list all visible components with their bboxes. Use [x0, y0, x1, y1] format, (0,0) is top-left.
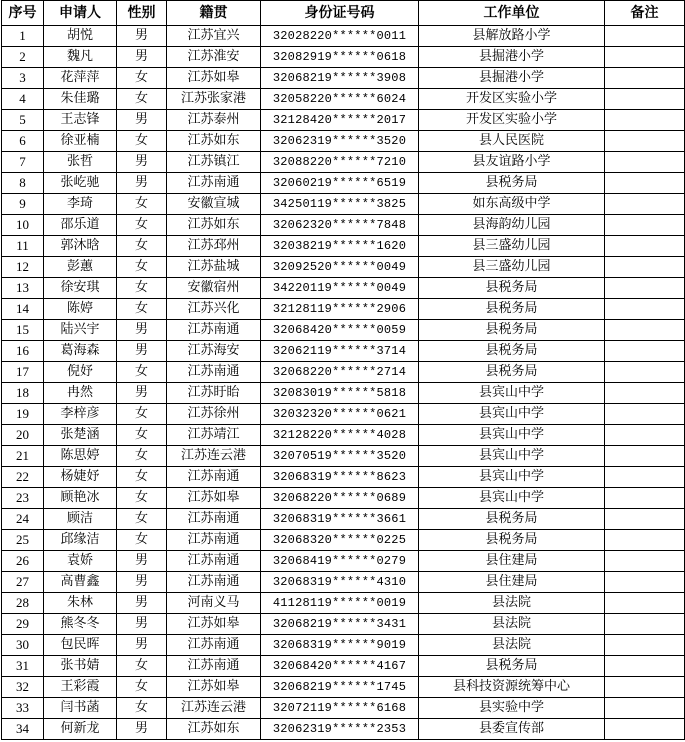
cell-remarks: [605, 467, 685, 488]
cell-applicant-name: 彭蕙: [44, 257, 117, 278]
cell-remarks: [605, 698, 685, 719]
cell-applicant-name: 张书婧: [44, 656, 117, 677]
table-row: [2, 236, 685, 257]
cell-applicant-name: 徐安琪: [44, 278, 117, 299]
cell-applicant-name: 胡悦: [44, 26, 117, 47]
cell-gender: 女: [117, 299, 167, 320]
cell-applicant-name: 陈婷: [44, 299, 117, 320]
cell-work-unit: 县宾山中学: [419, 446, 605, 467]
cell-id-number: 32068219******3908: [261, 68, 419, 89]
cell-gender: 女: [117, 488, 167, 509]
cell-applicant-name: 闫书菡: [44, 698, 117, 719]
cell-applicant-name: 徐亚楠: [44, 131, 117, 152]
cell-work-unit: 县税务局: [419, 278, 605, 299]
cell-gender: 女: [117, 467, 167, 488]
cell-native-place: 江苏南通: [167, 530, 261, 551]
cell-remarks: [605, 26, 685, 47]
table-row: [2, 320, 685, 341]
table-row: [2, 257, 685, 278]
cell-remarks: [605, 509, 685, 530]
cell-gender: 女: [117, 131, 167, 152]
cell-gender: 女: [117, 425, 167, 446]
cell-gender: 女: [117, 677, 167, 698]
cell-work-unit: 开发区实验小学: [419, 89, 605, 110]
cell-id-number: 41128119******0019: [261, 593, 419, 614]
cell-id-number: 32032320******0621: [261, 404, 419, 425]
cell-seq: 25: [2, 530, 44, 551]
cell-gender: 男: [117, 383, 167, 404]
cell-native-place: 江苏宜兴: [167, 26, 261, 47]
cell-id-number: 32068319******4310: [261, 572, 419, 593]
cell-seq: 21: [2, 446, 44, 467]
table-row: [2, 110, 685, 131]
cell-id-number: 32070519******3520: [261, 446, 419, 467]
cell-work-unit: 县税务局: [419, 362, 605, 383]
cell-gender: 女: [117, 362, 167, 383]
cell-id-number: 32058220******6024: [261, 89, 419, 110]
cell-seq: 9: [2, 194, 44, 215]
cell-work-unit: 县宾山中学: [419, 467, 605, 488]
cell-applicant-name: 陆兴宇: [44, 320, 117, 341]
cell-seq: 33: [2, 698, 44, 719]
table-row: [2, 131, 685, 152]
cell-id-number: 32082919******0618: [261, 47, 419, 68]
table-row: [2, 677, 685, 698]
header-native-place: 籍贯: [167, 1, 261, 26]
cell-id-number: 32088220******7210: [261, 152, 419, 173]
table-row: [2, 278, 685, 299]
cell-seq: 23: [2, 488, 44, 509]
cell-work-unit: 县税务局: [419, 299, 605, 320]
table-row: [2, 635, 685, 656]
cell-gender: 男: [117, 614, 167, 635]
cell-seq: 29: [2, 614, 44, 635]
cell-applicant-name: 陈思婷: [44, 446, 117, 467]
cell-work-unit: 县委宣传部: [419, 719, 605, 740]
cell-seq: 12: [2, 257, 44, 278]
cell-work-unit: 县掘港小学: [419, 47, 605, 68]
cell-gender: 男: [117, 341, 167, 362]
table-row: [2, 404, 685, 425]
cell-remarks: [605, 425, 685, 446]
cell-native-place: 河南义马: [167, 593, 261, 614]
cell-applicant-name: 熊冬冬: [44, 614, 117, 635]
cell-work-unit: 县科技资源统筹中心: [419, 677, 605, 698]
cell-seq: 11: [2, 236, 44, 257]
cell-work-unit: 县税务局: [419, 173, 605, 194]
cell-applicant-name: 王彩霞: [44, 677, 117, 698]
cell-id-number: 32062119******3714: [261, 341, 419, 362]
cell-id-number: 32092520******0049: [261, 257, 419, 278]
header-id-number: 身份证号码: [261, 1, 419, 26]
cell-applicant-name: 魏凡: [44, 47, 117, 68]
cell-gender: 女: [117, 257, 167, 278]
cell-id-number: 32128420******2017: [261, 110, 419, 131]
table-row: [2, 446, 685, 467]
cell-work-unit: 县住建局: [419, 551, 605, 572]
cell-id-number: 32060219******6519: [261, 173, 419, 194]
cell-id-number: 32068419******0279: [261, 551, 419, 572]
cell-seq: 7: [2, 152, 44, 173]
cell-native-place: 江苏连云港: [167, 698, 261, 719]
cell-id-number: 32068320******0225: [261, 530, 419, 551]
cell-work-unit: 县人民医院: [419, 131, 605, 152]
cell-work-unit: 县解放路小学: [419, 26, 605, 47]
cell-native-place: 江苏连云港: [167, 446, 261, 467]
cell-gender: 男: [117, 551, 167, 572]
header-remarks: 备注: [605, 1, 685, 26]
cell-id-number: 32083019******5818: [261, 383, 419, 404]
cell-gender: 女: [117, 404, 167, 425]
cell-applicant-name: 张哲: [44, 152, 117, 173]
cell-seq: 10: [2, 215, 44, 236]
cell-applicant-name: 朱林: [44, 593, 117, 614]
cell-applicant-name: 葛海森: [44, 341, 117, 362]
cell-id-number: 32062319******2353: [261, 719, 419, 740]
cell-applicant-name: 顾洁: [44, 509, 117, 530]
header-gender: 性别: [117, 1, 167, 26]
cell-id-number: 32068319******3661: [261, 509, 419, 530]
cell-native-place: 江苏如东: [167, 215, 261, 236]
cell-remarks: [605, 68, 685, 89]
cell-remarks: [605, 257, 685, 278]
cell-native-place: 江苏南通: [167, 572, 261, 593]
cell-work-unit: 县法院: [419, 635, 605, 656]
table-row: [2, 719, 685, 740]
cell-applicant-name: 杨婕妤: [44, 467, 117, 488]
cell-remarks: [605, 173, 685, 194]
cell-applicant-name: 王志锋: [44, 110, 117, 131]
cell-id-number: 32068220******0689: [261, 488, 419, 509]
cell-applicant-name: 李琦: [44, 194, 117, 215]
cell-id-number: 32128119******2906: [261, 299, 419, 320]
cell-remarks: [605, 530, 685, 551]
cell-work-unit: 县税务局: [419, 530, 605, 551]
cell-work-unit: 县三盛幼儿园: [419, 236, 605, 257]
table-row: [2, 530, 685, 551]
cell-work-unit: 县宾山中学: [419, 404, 605, 425]
cell-applicant-name: 倪妤: [44, 362, 117, 383]
applicant-table: [1, 0, 685, 740]
cell-native-place: 江苏徐州: [167, 404, 261, 425]
cell-native-place: 江苏如皋: [167, 614, 261, 635]
cell-work-unit: 县友谊路小学: [419, 152, 605, 173]
cell-applicant-name: 冉然: [44, 383, 117, 404]
cell-remarks: [605, 341, 685, 362]
cell-seq: 1: [2, 26, 44, 47]
cell-gender: 女: [117, 68, 167, 89]
cell-applicant-name: 邵乐道: [44, 215, 117, 236]
cell-work-unit: 县宾山中学: [419, 425, 605, 446]
cell-work-unit: 县法院: [419, 593, 605, 614]
cell-remarks: [605, 677, 685, 698]
cell-seq: 5: [2, 110, 44, 131]
cell-remarks: [605, 551, 685, 572]
cell-applicant-name: 郭沐晗: [44, 236, 117, 257]
table-row: [2, 152, 685, 173]
table-body: [2, 26, 685, 740]
cell-remarks: [605, 488, 685, 509]
cell-gender: 男: [117, 635, 167, 656]
cell-native-place: 江苏南通: [167, 551, 261, 572]
cell-id-number: 32068220******2714: [261, 362, 419, 383]
cell-seq: 27: [2, 572, 44, 593]
cell-remarks: [605, 152, 685, 173]
cell-applicant-name: 何新龙: [44, 719, 117, 740]
cell-native-place: 江苏如皋: [167, 488, 261, 509]
cell-gender: 男: [117, 110, 167, 131]
cell-remarks: [605, 404, 685, 425]
cell-native-place: 江苏南通: [167, 635, 261, 656]
table-row: [2, 173, 685, 194]
cell-seq: 6: [2, 131, 44, 152]
cell-seq: 4: [2, 89, 44, 110]
cell-remarks: [605, 131, 685, 152]
cell-remarks: [605, 320, 685, 341]
cell-native-place: 江苏南通: [167, 467, 261, 488]
cell-work-unit: 县税务局: [419, 320, 605, 341]
cell-native-place: 江苏淮安: [167, 47, 261, 68]
cell-work-unit: 如东高级中学: [419, 194, 605, 215]
cell-work-unit: 县住建局: [419, 572, 605, 593]
cell-id-number: 34220119******0049: [261, 278, 419, 299]
cell-remarks: [605, 656, 685, 677]
cell-work-unit: 县实验中学: [419, 698, 605, 719]
table-row: [2, 614, 685, 635]
table-row: [2, 593, 685, 614]
cell-work-unit: 县税务局: [419, 656, 605, 677]
cell-id-number: 32072119******6168: [261, 698, 419, 719]
cell-remarks: [605, 299, 685, 320]
header-seq: 序号: [2, 1, 44, 26]
cell-seq: 8: [2, 173, 44, 194]
cell-applicant-name: 顾艳冰: [44, 488, 117, 509]
cell-native-place: 江苏南通: [167, 173, 261, 194]
cell-native-place: 江苏海安: [167, 341, 261, 362]
cell-remarks: [605, 215, 685, 236]
cell-remarks: [605, 278, 685, 299]
cell-id-number: 32062319******3520: [261, 131, 419, 152]
cell-seq: 14: [2, 299, 44, 320]
cell-gender: 男: [117, 47, 167, 68]
cell-native-place: 江苏南通: [167, 656, 261, 677]
cell-work-unit: 县三盛幼儿园: [419, 257, 605, 278]
cell-work-unit: 县宾山中学: [419, 488, 605, 509]
cell-native-place: 江苏如东: [167, 131, 261, 152]
cell-remarks: [605, 719, 685, 740]
cell-gender: 男: [117, 572, 167, 593]
cell-remarks: [605, 446, 685, 467]
cell-gender: 男: [117, 26, 167, 47]
cell-native-place: 江苏南通: [167, 362, 261, 383]
cell-gender: 男: [117, 719, 167, 740]
cell-remarks: [605, 89, 685, 110]
cell-id-number: 32038219******1620: [261, 236, 419, 257]
cell-work-unit: 县税务局: [419, 341, 605, 362]
cell-id-number: 32068219******3431: [261, 614, 419, 635]
cell-work-unit: 县宾山中学: [419, 383, 605, 404]
cell-seq: 2: [2, 47, 44, 68]
cell-native-place: 江苏张家港: [167, 89, 261, 110]
cell-seq: 16: [2, 341, 44, 362]
cell-gender: 女: [117, 236, 167, 257]
table-row: [2, 194, 685, 215]
table-row: [2, 215, 685, 236]
table-row: [2, 68, 685, 89]
table-row: [2, 551, 685, 572]
table-row: [2, 47, 685, 68]
cell-native-place: 江苏邳州: [167, 236, 261, 257]
cell-seq: 31: [2, 656, 44, 677]
cell-native-place: 江苏靖江: [167, 425, 261, 446]
cell-id-number: 32068420******0059: [261, 320, 419, 341]
cell-work-unit: 县税务局: [419, 509, 605, 530]
cell-seq: 18: [2, 383, 44, 404]
cell-applicant-name: 张楚涵: [44, 425, 117, 446]
cell-id-number: 34250119******3825: [261, 194, 419, 215]
cell-native-place: 江苏泰州: [167, 110, 261, 131]
cell-gender: 男: [117, 320, 167, 341]
cell-applicant-name: 李梓彦: [44, 404, 117, 425]
cell-applicant-name: 朱佳璐: [44, 89, 117, 110]
cell-id-number: 32068319******9019: [261, 635, 419, 656]
cell-seq: 30: [2, 635, 44, 656]
cell-seq: 26: [2, 551, 44, 572]
cell-remarks: [605, 236, 685, 257]
cell-gender: 女: [117, 194, 167, 215]
cell-id-number: 32028220******0011: [261, 26, 419, 47]
cell-seq: 34: [2, 719, 44, 740]
cell-gender: 女: [117, 530, 167, 551]
cell-seq: 28: [2, 593, 44, 614]
cell-seq: 19: [2, 404, 44, 425]
cell-work-unit: 县海韵幼儿园: [419, 215, 605, 236]
table-row: [2, 299, 685, 320]
cell-gender: 女: [117, 89, 167, 110]
cell-gender: 女: [117, 278, 167, 299]
cell-gender: 女: [117, 509, 167, 530]
cell-remarks: [605, 110, 685, 131]
table-row: [2, 698, 685, 719]
table-row: [2, 572, 685, 593]
cell-id-number: 32062320******7848: [261, 215, 419, 236]
cell-gender: 男: [117, 173, 167, 194]
cell-native-place: 安徽宿州: [167, 278, 261, 299]
cell-remarks: [605, 614, 685, 635]
cell-remarks: [605, 383, 685, 404]
cell-native-place: 江苏如皋: [167, 677, 261, 698]
cell-seq: 17: [2, 362, 44, 383]
cell-native-place: 江苏兴化: [167, 299, 261, 320]
cell-native-place: 江苏盱眙: [167, 383, 261, 404]
table-row: [2, 488, 685, 509]
cell-remarks: [605, 635, 685, 656]
cell-native-place: 江苏如东: [167, 719, 261, 740]
cell-gender: 女: [117, 698, 167, 719]
cell-gender: 男: [117, 593, 167, 614]
cell-work-unit: 开发区实验小学: [419, 110, 605, 131]
cell-gender: 男: [117, 152, 167, 173]
cell-work-unit: 县法院: [419, 614, 605, 635]
cell-remarks: [605, 572, 685, 593]
cell-gender: 女: [117, 215, 167, 236]
cell-remarks: [605, 47, 685, 68]
cell-seq: 15: [2, 320, 44, 341]
cell-native-place: 江苏南通: [167, 509, 261, 530]
cell-remarks: [605, 362, 685, 383]
cell-seq: 13: [2, 278, 44, 299]
header-work-unit: 工作单位: [419, 1, 605, 26]
cell-applicant-name: 花萍萍: [44, 68, 117, 89]
table-row: [2, 656, 685, 677]
table-row: [2, 383, 685, 404]
table-row: [2, 425, 685, 446]
cell-native-place: 江苏镇江: [167, 152, 261, 173]
cell-seq: 22: [2, 467, 44, 488]
cell-work-unit: 县掘港小学: [419, 68, 605, 89]
cell-id-number: 32068219******1745: [261, 677, 419, 698]
header-applicant: 申请人: [44, 1, 117, 26]
cell-native-place: 江苏如皋: [167, 68, 261, 89]
cell-native-place: 安徽宣城: [167, 194, 261, 215]
cell-seq: 32: [2, 677, 44, 698]
cell-native-place: 江苏盐城: [167, 257, 261, 278]
table-row: [2, 89, 685, 110]
cell-id-number: 32128220******4028: [261, 425, 419, 446]
cell-applicant-name: 包民晖: [44, 635, 117, 656]
table-row: [2, 341, 685, 362]
table-row: [2, 467, 685, 488]
cell-applicant-name: 袁娇: [44, 551, 117, 572]
table-row: [2, 509, 685, 530]
table-row: [2, 362, 685, 383]
cell-remarks: [605, 593, 685, 614]
cell-seq: 20: [2, 425, 44, 446]
cell-gender: 女: [117, 446, 167, 467]
cell-id-number: 32068420******4167: [261, 656, 419, 677]
cell-applicant-name: 张屹驰: [44, 173, 117, 194]
cell-id-number: 32068319******8623: [261, 467, 419, 488]
cell-applicant-name: 高曹鑫: [44, 572, 117, 593]
table-row: [2, 26, 685, 47]
cell-applicant-name: 邱缘洁: [44, 530, 117, 551]
header-row: [2, 1, 685, 26]
cell-remarks: [605, 194, 685, 215]
cell-gender: 女: [117, 656, 167, 677]
cell-seq: 3: [2, 68, 44, 89]
cell-native-place: 江苏南通: [167, 320, 261, 341]
cell-seq: 24: [2, 509, 44, 530]
